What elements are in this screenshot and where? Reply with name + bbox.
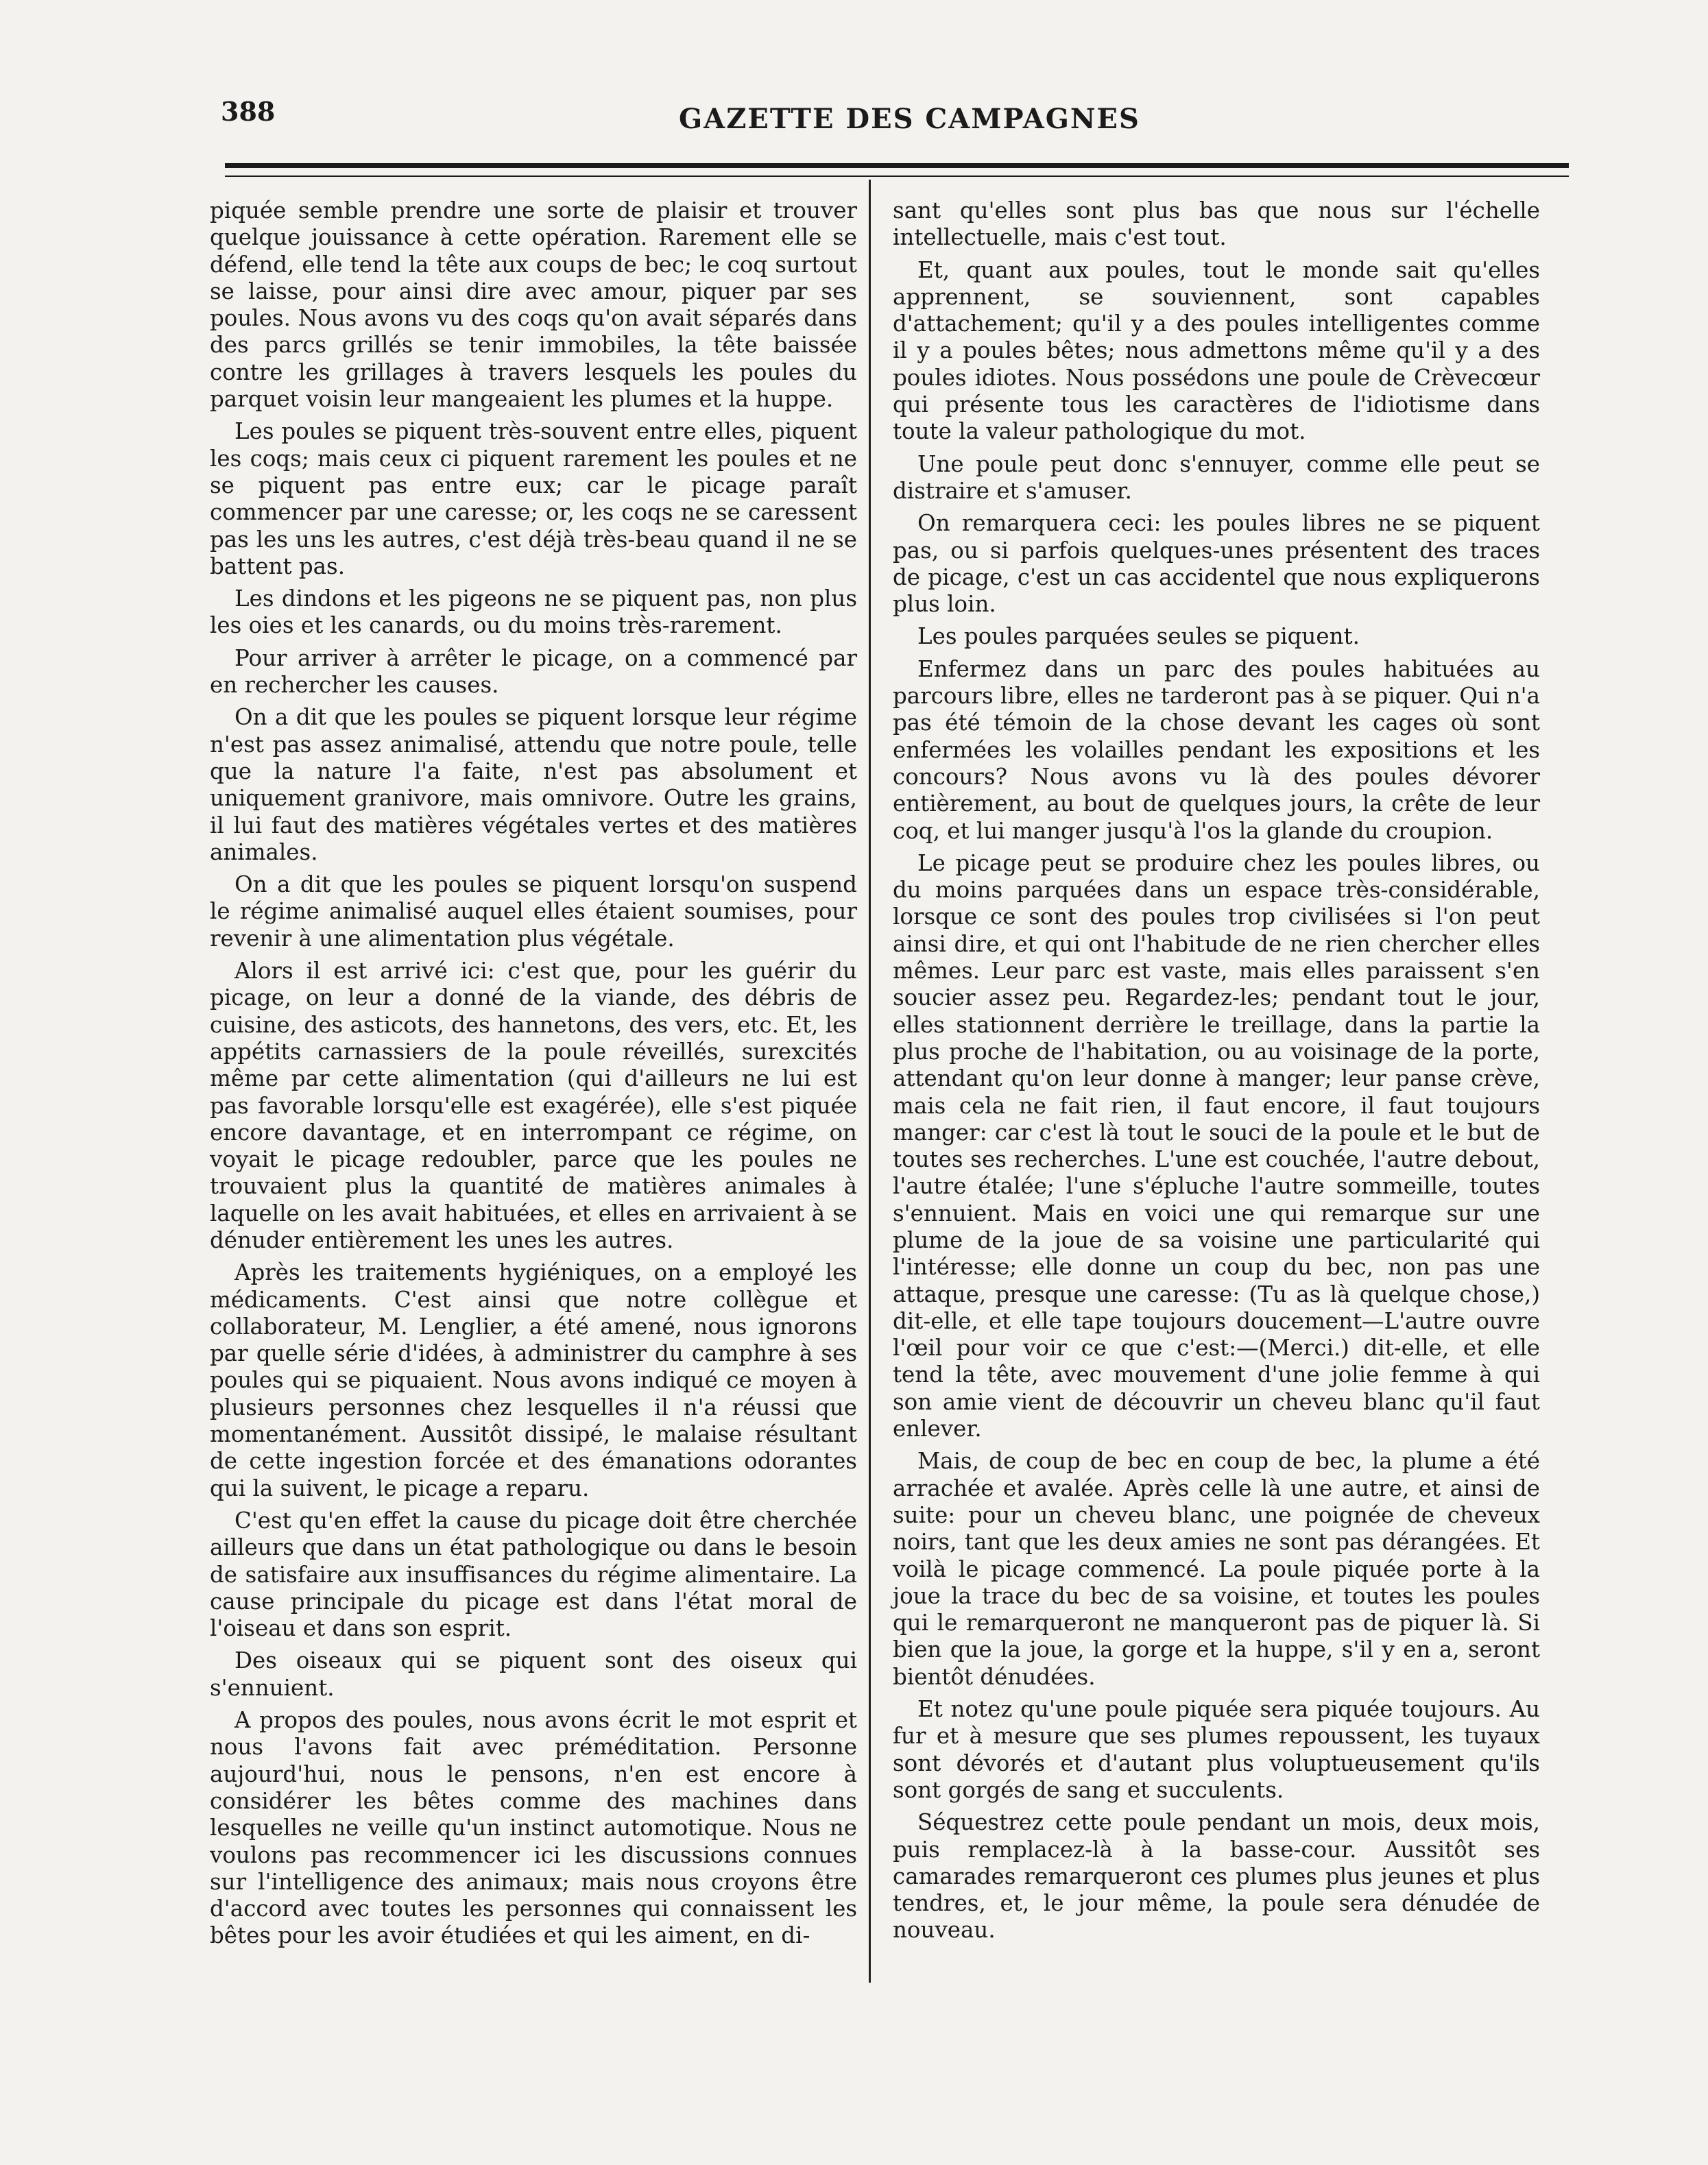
paragraph: On remarquera ceci: les poules libres ne se piquent pas, ou si parfois quelques-unes présentent des traces de picage, c'est un cas accidentel que nous expliquerons plus loin. (893, 510, 1540, 618)
paragraph: Les dindons et les pigeons ne se piquent pas, non plus les oies et les canards, ou du moins très-rarement. (210, 585, 857, 639)
paragraph: Des oiseaux qui se piquent sont des oiseux qui s'ennuient. (210, 1647, 857, 1701)
page-number: 388 (221, 96, 276, 127)
left-column (210, 197, 857, 1955)
paragraph: On a dit que les poules se piquent lorsqu'on suspend le régime animalisé auquel elles étaient soumises, pour revenir à une alimentation plus végétale. (210, 871, 857, 952)
paragraph: Les poules se piquent très-souvent entre elles, piquent les coqs; mais ceux ci piquent rarement les poules et ne se piquent pas entre eux; car le picage paraît commencer par une caresse; or, les coqs ne se caressent pas les uns les autres, c'est déjà très-beau quand il ne se battent pas. (210, 418, 857, 579)
paragraph: C'est qu'en effet la cause du picage doit être cherchée ailleurs que dans un état pathologique ou dans le besoin de satisfaire aux insuffisances du régime alimentaire. La cause principale du picage est dans l'état moral de l'oiseau et dans son esprit. (210, 1507, 857, 1642)
running-title: GAZETTE DES CAMPAGNES (679, 103, 1140, 135)
paragraph: Les poules parquées seules se piquent. (917, 623, 1360, 650)
paragraph: Séquestrez cette poule pendant un mois, deux mois, puis remplacez-là à la basse-cour. Aussitôt ses camarades remarqueront ces plumes plus jeunes et plus tendres, et, le jour même, la poule sera dénudée de nouveau. (893, 1809, 1540, 1944)
paragraph: Alors il est arrivé ici: c'est que, pour les guérir du picage, on leur a donné de la viande, des débris de cuisine, des asticots, des hannetons, des vers, etc. Et, les appétits carnassiers de la poule réveillés, surexcités même par cette alimentation (qui d'ailleurs ne lui est pas favorable lorsqu'elle est exagérée), elle s'est piquée encore davantage, et en interrompant ce régime, on voyait le picage redoubler, parce que les poules ne trouvaient plus la quantité de matières animales à laquelle on les avait habituées, et elles en arrivaient à se dénuder entièrement les unes les autres. (210, 958, 857, 1253)
paragraph: A propos des poules, nous avons écrit le mot esprit et nous l'avons fait avec préméditation. Personne aujourd'hui, nous le pensons, n'en est encore à considérer les bêtes comme des machines dans lesquelles ne veille qu'un instinct automotique. Nous ne voulons pas recommencer ici les discussions connues sur l'intelligence des animaux; mais nous croyons être d'accord avec toutes les personnes qui connaissent les bêtes pour les avoir étudiées et qui les aiment, en di- (210, 1707, 857, 1949)
paragraph: sant qu'elles sont plus bas que nous sur l'échelle intellectuelle, mais c'est tout. (893, 197, 1540, 251)
paragraph: Enfermez dans un parc des poules habituées au parcours libre, elles ne tarderont pas à se piquer. Qui n'a pas été témoin de la chose devant les cages où sont enfermées les volailles pendant les expositions et les concours? Nous avons vu là des poules dévorer entièrement, au bout de quelques jours, la crête de leur coq, et lui manger jusqu'à l'os la glande du croupion. (893, 655, 1540, 844)
paragraph: Pour arriver à arrêter le picage, on a commencé par en rechercher les causes. (210, 644, 857, 699)
header-rule-thick (225, 163, 1569, 168)
header-rule-thin (225, 176, 1569, 177)
right-column (893, 197, 1540, 1950)
paragraph: Après les traitements hygiéniques, on a employé les médicaments. C'est ainsi que notre collègue et collaborateur, M. Lenglier, a été amené, nous ignorons par quelle série d'idées, à administrer du camphre à ses poules qui se piquaient. Nous avons indiqué ce moyen à plusieurs personnes chez lesquelles il n'a réussi que momentanément. Aussitôt dissipé, le malaise résultant de cette ingestion forcée et des émanations odorantes qui la suivent, le picage a reparu. (210, 1259, 857, 1501)
paragraph: Et notez qu'une poule piquée sera piquée toujours. Au fur et à mesure que ses plumes repoussent, les tuyaux sont dévorés et d'autant plus voluptueusement qu'ils sont gorgés de sang et succulents. (893, 1696, 1540, 1803)
paragraph: piquée semble prendre une sorte de plaisir et trouver quelque jouissance à cette opération. Rarement elle se défend, elle tend la tête aux coups de bec; le coq surtout se laisse, pour ainsi dire avec amour, piquer par ses poules. Nous avons vu des coqs qu'on avait séparés dans des parcs grillés se tenir immobiles, la tête baissée contre les grillages à travers lesquels les poules du parquet voisin leur mangeaient les plumes et la huppe. (210, 197, 857, 413)
paragraph: Mais, de coup de bec en coup de bec, la plume a été arrachée et avalée. Après celle là une autre, et ainsi de suite: pour un cheveu blanc, une poignée de cheveux noirs, tant que les deux amies ne sont pas dérangées. Et voilà le picage commencé. La poule piquée porte à la joue la trace du bec de sa voisine, et toutes les poules qui le remarqueront ne manqueront pas de piquer là. Si bien que la joue, la gorge et la huppe, s'il y en a, seront bientôt dénudées. (893, 1448, 1540, 1690)
paragraph: Le picage peut se produire chez les poules libres, ou du moins parquées dans un espace très-considérable, lorsque ce sont des poules trop civilisées si l'on peut ainsi dire, et qui ont l'habitude de ne rien chercher elles mêmes. Leur parc est vaste, mais elles paraissent s'en soucier assez peu. Regardez-les; pendant tout le jour, elles stationnent derrière le treillage, dans la partie la plus proche de l'habitation, ou au voisinage de la porte, attendant qu'on leur donne à manger; leur panse crève, mais cela ne fait rien, il faut encore, il faut toujours manger: car c'est là tout le souci de la poule et le but de toutes ses recherches. L'une est couchée, l'autre debout, l'autre étalée; l'une s'épluche l'autre sommeille, toutes s'ennuient. Mais en voici une qui remarque sur une plume de la joue de sa voisine une particularité qui l'intéresse; elle donne un coup du bec, non pas une attaque, presque une caresse: (Tu as là quelque chose,) dit-elle, et elle tape toujours doucement—L'autre ouvre l'œil pour voir ce que c'est:—(Merci.) dit-elle, et elle tend la tête, avec mouvement d'une jolie femme à qui son amie vient de découvrir un cheveu blanc qu'il faut enlever. (893, 849, 1540, 1442)
paragraph: On a dit que les poules se piquent lorsque leur régime n'est pas assez animalisé, attendu que notre poule, telle que la nature l'a faite, n'est pas absolument et uniquement granivore, mais omnivore. Outre les grains, il lui faut des matières végétales vertes et des matières animales. (210, 704, 857, 865)
paragraph: Et, quant aux poules, tout le monde sait qu'elles apprennent, se souviennent, sont capables d'attachement; qu'il y a des poules intelligentes comme il y a poules bêtes; nous admettons même qu'il y a des poules idiotes. Nous possédons une poule de Crèvecœur qui présente tous les caractères de l'idiotisme dans toute la valeur pathologique du mot. (893, 256, 1540, 445)
column-divider (869, 180, 871, 1983)
paragraph: Une poule peut donc s'ennuyer, comme elle peut se distraire et s'amuser. (893, 450, 1540, 504)
